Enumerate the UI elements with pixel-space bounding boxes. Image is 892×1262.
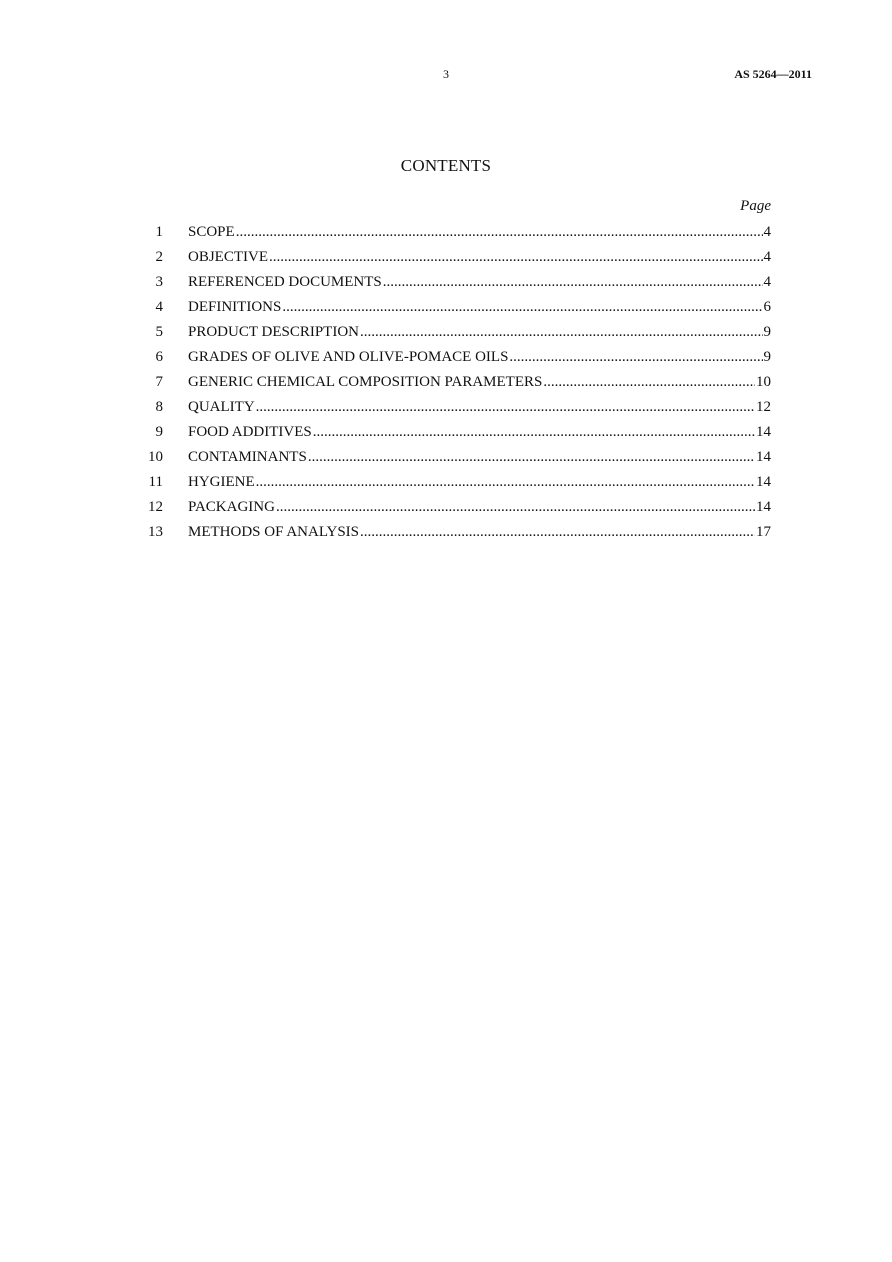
toc-entry-number: 11 [148,474,163,490]
toc-entry-title: GRADES OF OLIVE AND OLIVE-POMACE OILS [188,349,509,365]
table-of-contents [140,222,771,547]
toc-entry-title: HYGIENE [188,474,255,490]
toc-entry-title: CONTAMINANTS [188,449,307,465]
toc-entry-title: OBJECTIVE [188,249,268,265]
toc-entry-quality[interactable] [140,397,771,422]
contents-heading: CONTENTS [400,156,492,175]
toc-entry-page: 9 [763,349,771,365]
toc-entry-title: PRODUCT DESCRIPTION [188,324,359,340]
toc-entry-scope[interactable] [140,222,771,247]
page-column-label: Page [740,198,771,214]
toc-entry-page: 10 [756,374,771,390]
standard-reference: AS 5264—2011 [734,67,812,81]
dot-leader [276,497,755,517]
dot-leader [256,472,755,492]
toc-entry-number: 4 [155,299,163,315]
toc-entry-page: 14 [756,474,771,490]
toc-entry-definitions[interactable] [140,297,771,322]
dot-leader [269,247,763,267]
toc-entry-number: 1 [155,224,163,240]
dot-leader [313,422,755,442]
toc-entry-number: 7 [155,374,163,390]
toc-entry-chemical-composition[interactable] [140,372,771,397]
dot-leader [509,347,762,367]
toc-entry-referenced-documents[interactable] [140,272,771,297]
toc-entry-number: 3 [155,274,163,290]
toc-entry-page: 6 [763,299,771,315]
toc-entry-product-description[interactable] [140,322,771,347]
toc-entry-page: 4 [763,224,771,240]
toc-entry-title: METHODS OF ANALYSIS [188,524,360,540]
toc-entry-page: 12 [756,399,771,415]
toc-entry-number: 9 [155,424,163,440]
toc-entry-contaminants[interactable] [140,447,771,472]
dot-leader [256,397,755,417]
toc-entry-title: REFERENCED DOCUMENTS [188,274,382,290]
toc-entry-number: 2 [155,249,163,265]
toc-entry-number: 6 [155,349,163,365]
toc-entry-number: 5 [155,324,163,340]
dot-leader [308,447,755,467]
toc-entry-page: 17 [756,524,771,540]
toc-entry-page: 14 [756,499,771,515]
toc-entry-number: 13 [148,524,163,540]
toc-entry-page: 4 [763,274,771,290]
toc-entry-title: DEFINITIONS [188,299,282,315]
toc-entry-hygiene[interactable] [140,472,771,497]
toc-entry-page: 4 [763,249,771,265]
toc-entry-page: 14 [756,424,771,440]
toc-entry-packaging[interactable] [140,497,771,522]
toc-entry-page: 14 [756,449,771,465]
dot-leader [383,272,763,292]
toc-entry-methods-of-analysis[interactable] [140,522,771,547]
page-number: 3 [443,67,449,81]
toc-entry-number: 8 [155,399,163,415]
toc-entry-title: GENERIC CHEMICAL COMPOSITION PARAMETERS [188,374,543,390]
toc-entry-title: SCOPE [188,224,235,240]
dot-leader [282,297,762,317]
toc-entry-number: 10 [148,449,163,465]
toc-entry-objective[interactable] [140,247,771,272]
toc-entry-title: PACKAGING [188,499,275,515]
dot-leader [543,372,755,392]
toc-entry-title: FOOD ADDITIVES [188,424,312,440]
toc-entry-food-additives[interactable] [140,422,771,447]
toc-entry-number: 12 [148,499,163,515]
toc-entry-page: 9 [763,324,771,340]
dot-leader [236,222,763,242]
dot-leader [360,322,763,342]
toc-entry-grades[interactable] [140,347,771,372]
dot-leader [360,522,755,542]
toc-entry-title: QUALITY [188,399,255,415]
